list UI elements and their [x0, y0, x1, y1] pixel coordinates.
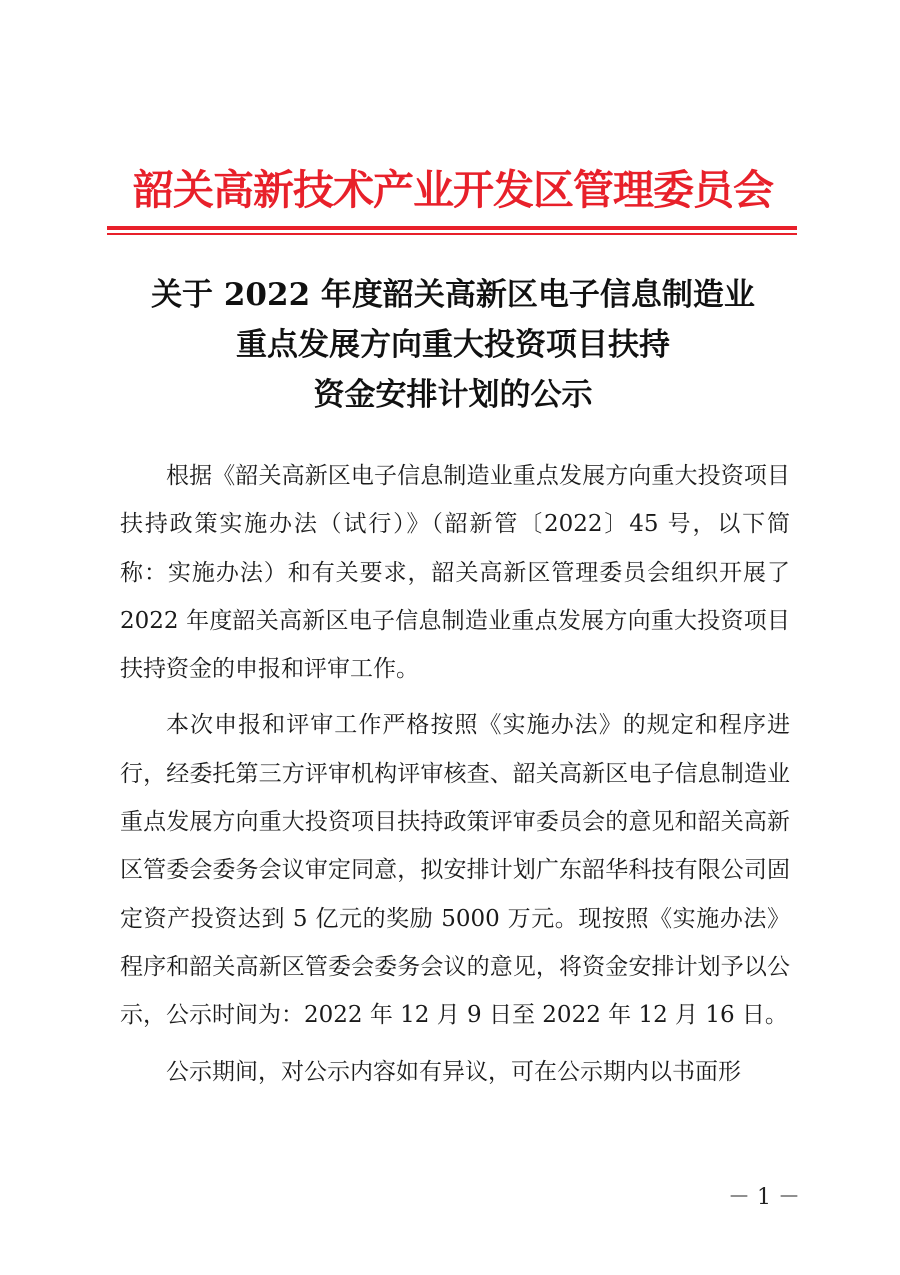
- title-line-1: 关于 2022 年度韶关高新区电子信息制造业: [151, 277, 755, 313]
- document-body: [120, 452, 790, 1104]
- page-number: － 1 －: [728, 1185, 800, 1210]
- header-red-rule-thin: [107, 233, 797, 235]
- title-line-2: 重点发展方向重大投资项目扶持: [236, 327, 670, 363]
- document-title: [108, 270, 798, 420]
- organization-header: 韶关高新技术产业开发区管理委员会: [133, 166, 773, 214]
- paragraph-3: 公示期间，对公示内容如有异议，可在公示期内以书面形: [166, 1058, 741, 1085]
- paragraph-1: 根据《韶关高新区电子信息制造业重点发展方向重大投资项目扶持政策实施办法（试行）》（韶新管〔2022〕45 号，以下简称：实施办法）和有关要求，韶关高新区管理委员会组织开展了 2022 年度韶关高新区电子信息制造业重点发展方向重大投资项目扶持资金的申报和评审工作。: [120, 463, 790, 683]
- paragraph-2: 本次申报和评审工作严格按照《实施办法》的规定和程序进行，经委托第三方评审机构评审核查、韶关高新区电子信息制造业重点发展方向重大投资项目扶持政策评审委员会的意见和韶关高新区管委会委务会议审定同意，拟安排计划广东韶华科技有限公司固定资产投资达到 5 亿元的奖励 5000 万元。现按照《实施办法》程序和韶关高新区管委会委务会议的意见，将资金安排计划予以公示，公示时间为：2022 年 12 月 9 日至 2022 年 12 月 16 日。: [120, 712, 790, 1029]
- title-line-3: 资金安排计划的公示: [313, 377, 593, 413]
- header-red-rule: [107, 226, 797, 230]
